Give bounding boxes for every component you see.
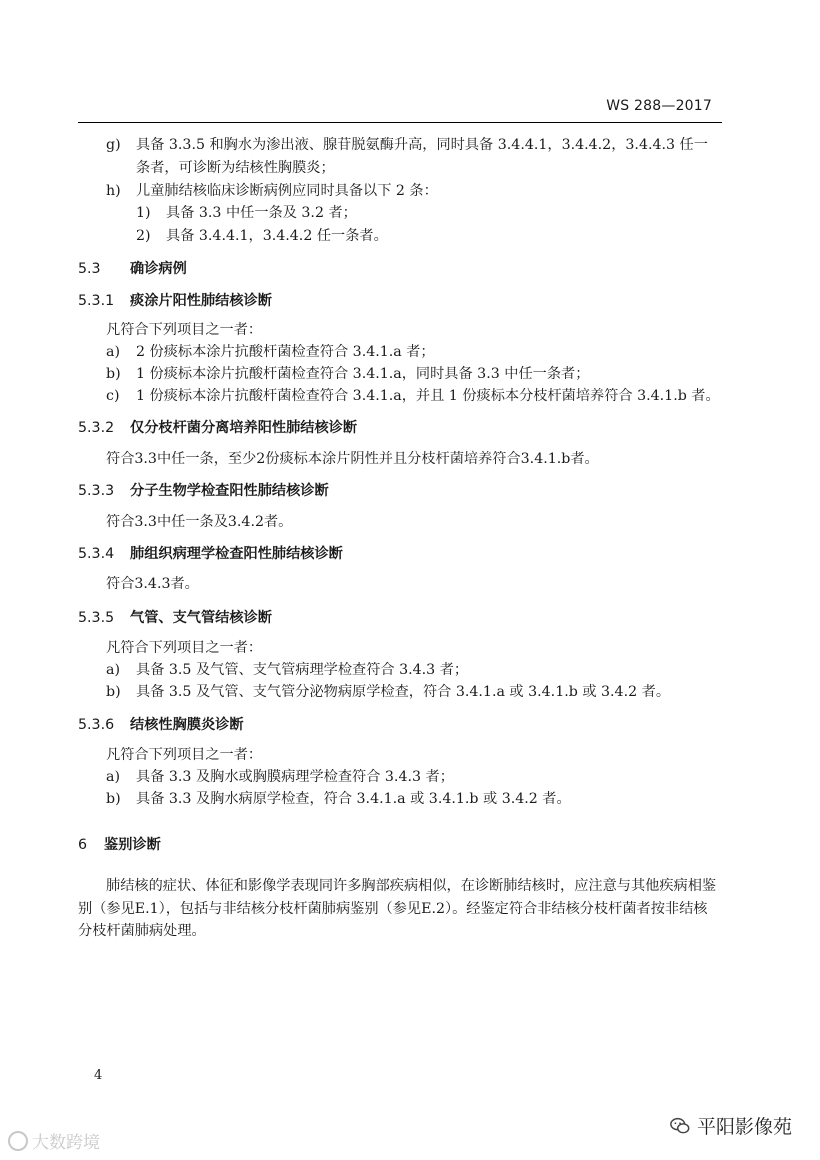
header-rule	[78, 122, 722, 123]
watermark-left	[8, 1128, 100, 1153]
watermark-left-text: 大数跨境	[32, 1133, 100, 1153]
section-heading-5-3-2	[78, 417, 357, 437]
list-text: 儿童肺结核临床诊断病例应同时具备以下 2 条：	[136, 183, 438, 199]
section-heading-5-3-4	[78, 543, 343, 563]
list-item-c	[106, 386, 720, 406]
section-number: 5.3.3	[78, 483, 115, 499]
list-text: 具备 3.3 中任一条及 3.2 者；	[166, 205, 357, 221]
section-title: 结核性胸膜炎诊断	[130, 717, 244, 733]
document-code: WS 288—2017	[606, 98, 712, 114]
intro-text: 凡符合下列项目之一者：	[106, 747, 263, 763]
paragraph-line: 别（参见E.1），包括与非结核分枝杆菌肺病鉴别（参见E.2）。经鉴定符合非结核分枝杆菌者按非结核	[78, 901, 708, 917]
section-number: 5.3.1	[78, 293, 115, 309]
list-marker: a)	[106, 344, 120, 360]
section-title: 气管、支气管结核诊断	[130, 610, 272, 626]
sub-item-1	[136, 203, 357, 223]
list-item-a	[106, 342, 435, 362]
list-item-g	[106, 135, 708, 155]
page-number: 4	[94, 1068, 103, 1083]
section-number: 5.3.2	[78, 420, 115, 436]
list-text: 具备 3.3 及胸水或胸膜病理学检查符合 3.4.3 者；	[136, 769, 454, 785]
section-number: 5.3.4	[78, 546, 115, 562]
intro-text: 凡符合下列项目之一者：	[106, 322, 263, 338]
section-title: 肺组织病理学检查阳性肺结核诊断	[130, 546, 343, 562]
list-item-a	[106, 767, 454, 787]
section-title: 仅分枝杆菌分离培养阳性肺结核诊断	[130, 420, 358, 436]
list-marker: 1)	[136, 205, 151, 221]
list-marker: c)	[106, 388, 120, 404]
list-item-h	[106, 181, 438, 201]
intro-text: 凡符合下列项目之一者：	[106, 640, 263, 656]
list-text: 具备 3.3 及胸水病原学检查，符合 3.4.1.a 或 3.4.1.b 或 3.4.2 者。	[136, 791, 571, 807]
list-marker: a)	[106, 769, 120, 785]
list-text: 具备 3.5 及气管、支气管病理学检查符合 3.4.3 者；	[136, 662, 469, 678]
list-marker: b)	[106, 684, 121, 700]
section-title: 确诊病例	[130, 261, 187, 277]
list-item-b	[106, 682, 670, 702]
sub-item-2	[136, 226, 388, 246]
section-number: 6	[78, 837, 88, 853]
list-marker: g)	[106, 137, 121, 153]
list-marker: a)	[106, 662, 120, 678]
section-number: 5.3	[78, 261, 101, 277]
section-text: 符合3.3中任一条及3.4.2者。	[106, 514, 293, 530]
list-marker: 2)	[136, 228, 151, 244]
list-text: 具备 3.5 及气管、支气管分泌物病原学检查，符合 3.4.1.a 或 3.4.1.b 或 3.4.2 者。	[136, 684, 671, 700]
section-heading-5-3-3	[78, 480, 329, 500]
section-heading-5-3	[78, 258, 187, 278]
section-text: 符合3.4.3者。	[106, 576, 199, 592]
list-item-b	[106, 789, 571, 809]
list-marker: b)	[106, 366, 121, 382]
section-title: 分子生物学检查阳性肺结核诊断	[130, 483, 329, 499]
section-title: 痰涂片阳性肺结核诊断	[130, 293, 272, 309]
section-text: 符合3.3中任一条，至少2份痰标本涂片阴性并且分枝杆菌培养符合3.4.1.b者。	[106, 451, 599, 467]
watermark-brand	[669, 1112, 792, 1139]
list-item-a	[106, 660, 468, 680]
list-text: 2 份痰标本涂片抗酸杆菌检查符合 3.4.1.a 者；	[136, 344, 435, 360]
watermark-brand-text: 平阳影像苑	[696, 1116, 792, 1138]
list-marker: h)	[106, 183, 121, 199]
section-number: 5.3.6	[78, 717, 115, 733]
paragraph-line: 肺结核的症状、体征和影像学表现同许多胸部疾病相似，在诊断肺结核时，应注意与其他疾病相鉴	[106, 878, 717, 894]
section-title: 鉴别诊断	[104, 837, 161, 853]
section-heading-5-3-6	[78, 714, 244, 734]
list-text: 具备 3.3.5 和胸水为渗出液、腺苷脱氨酶升高，同时具备 3.4.4.1，3.4.4.2，3.4.4.3 任一	[136, 137, 708, 153]
paragraph-line: 分枝杆菌肺病处理。	[78, 923, 206, 939]
section-heading-5-3-1	[78, 290, 272, 310]
list-marker: b)	[106, 791, 121, 807]
wechat-icon	[669, 1115, 691, 1137]
list-text: 具备 3.4.4.1，3.4.4.2 任一条者。	[166, 228, 388, 244]
watermark-logo-icon	[8, 1131, 28, 1151]
list-text: 1 份痰标本涂片抗酸杆菌检查符合 3.4.1.a，同时具备 3.3 中任一条者；	[136, 366, 590, 382]
list-text: 1 份痰标本涂片抗酸杆菌检查符合 3.4.1.a，并且 1 份痰标本分枝杆菌培养符合 3.4.1.b 者。	[136, 388, 720, 404]
list-item-b	[106, 364, 589, 384]
section-heading-6	[78, 834, 161, 854]
list-item-g-continuation: 条者，可诊断为结核性胸膜炎；	[136, 160, 335, 176]
section-heading-5-3-5	[78, 607, 272, 627]
section-number: 5.3.5	[78, 610, 115, 626]
